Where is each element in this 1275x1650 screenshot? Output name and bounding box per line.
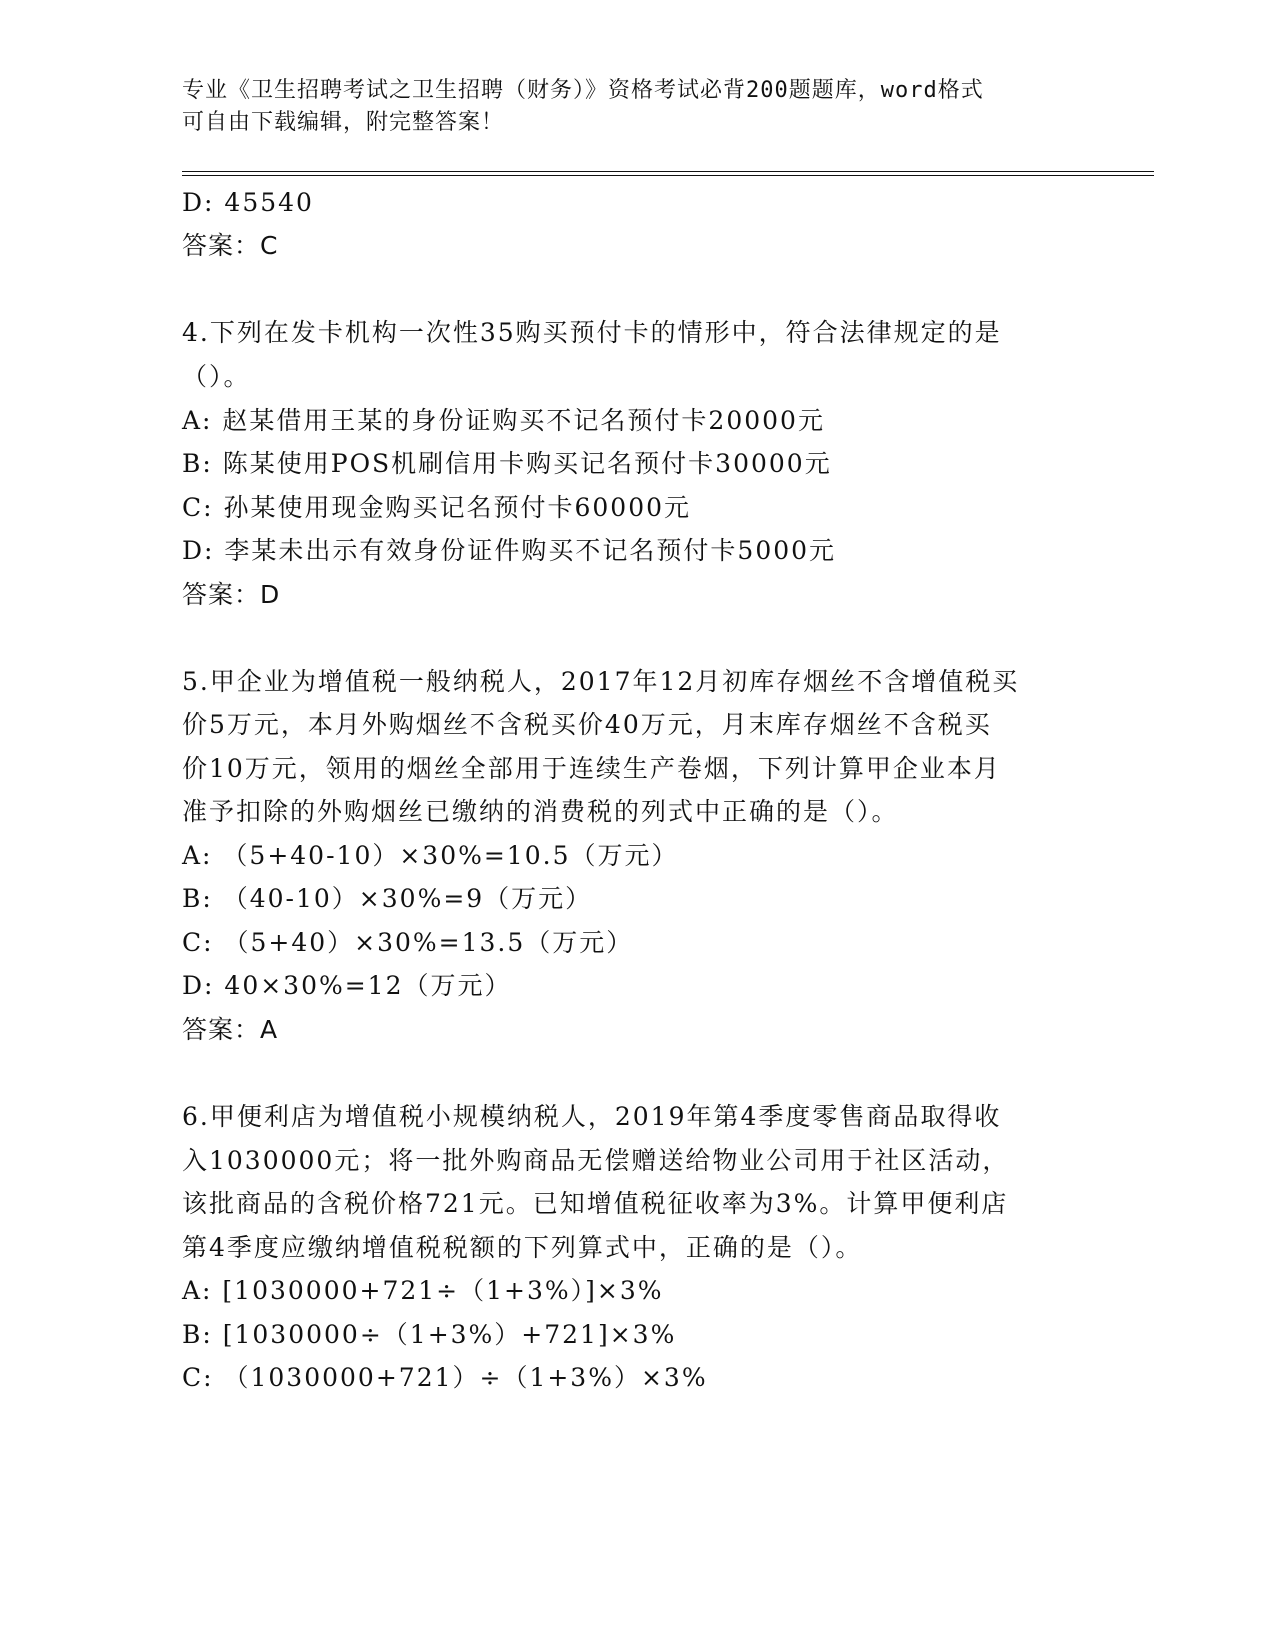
header-title-line-2: 可自由下载编辑，附完整答案！ xyxy=(182,110,505,135)
q4-answer: 答案：D xyxy=(182,580,281,609)
prev-answer: 答案：C xyxy=(182,231,279,260)
q4-stem-line-2: （）。 xyxy=(182,362,251,391)
q6-option-b: B: [1030000÷（1+3%）+721]×3% xyxy=(182,1320,677,1349)
q4-option-c: C: 孙某使用现金购买记名预付卡60000元 xyxy=(182,493,692,522)
q6-option-c: C: （1030000+721）÷（1+3%）×3% xyxy=(182,1363,708,1392)
q4-stem-line-1: 4.下列在发卡机构一次性35购买预付卡的情形中，符合法律规定的是 xyxy=(182,318,1002,347)
q5-stem-line-4: 准予扣除的外购烟丝已缴纳的消费税的列式中正确的是（）。 xyxy=(182,797,899,826)
header-divider-bottom xyxy=(182,175,1154,176)
q4-option-b: B: 陈某使用POS机刷信用卡购买记名预付卡30000元 xyxy=(182,449,832,478)
q5-stem-line-2: 价5万元，本月外购烟丝不含税买价40万元，月末库存烟丝不含税买 xyxy=(182,710,992,739)
q5-option-b: B: （40-10）×30%=9（万元） xyxy=(182,884,593,913)
q5-option-c: C: （5+40）×30%=13.5（万元） xyxy=(182,928,634,957)
header-title-line-1: 专业《卫生招聘考试之卫生招聘（财务）》资格考试必背200题题库，word格式 xyxy=(182,78,984,103)
q6-stem-line-1: 6.甲便利店为增值税小规模纳税人，2019年第4季度零售商品取得收 xyxy=(182,1102,1002,1131)
q5-option-a: A: （5+40-10）×30%=10.5（万元） xyxy=(182,841,679,870)
q5-stem-line-1: 5.甲企业为增值税一般纳税人，2017年12月初库存烟丝不含增值税买 xyxy=(182,667,1020,696)
q6-stem-line-4: 第4季度应缴纳增值税税额的下列算式中，正确的是（）。 xyxy=(182,1233,863,1262)
q6-option-a: A: [1030000+721÷（1+3%）]×3% xyxy=(182,1276,664,1305)
q6-stem-line-2: 入1030000元；将一批外购商品无偿赠送给物业公司用于社区活动， xyxy=(182,1146,1010,1175)
header-divider-top xyxy=(182,171,1154,172)
q4-option-d: D: 李某未出示有效身份证件购买不记名预付卡5000元 xyxy=(182,536,837,565)
q6-stem-line-3: 该批商品的含税价格721元。已知增值税征收率为3%。计算甲便利店 xyxy=(182,1189,1009,1218)
q5-option-d: D: 40×30%=12（万元） xyxy=(182,971,512,1000)
q4-option-a: A: 赵某借用王某的身份证购买不记名预付卡20000元 xyxy=(182,406,825,435)
q5-stem-line-3: 价10万元，领用的烟丝全部用于连续生产卷烟，下列计算甲企业本月 xyxy=(182,754,1001,783)
q5-answer: 答案：A xyxy=(182,1015,279,1044)
prev-option-d: D: 45540 xyxy=(182,188,314,217)
document-header xyxy=(182,75,1082,139)
